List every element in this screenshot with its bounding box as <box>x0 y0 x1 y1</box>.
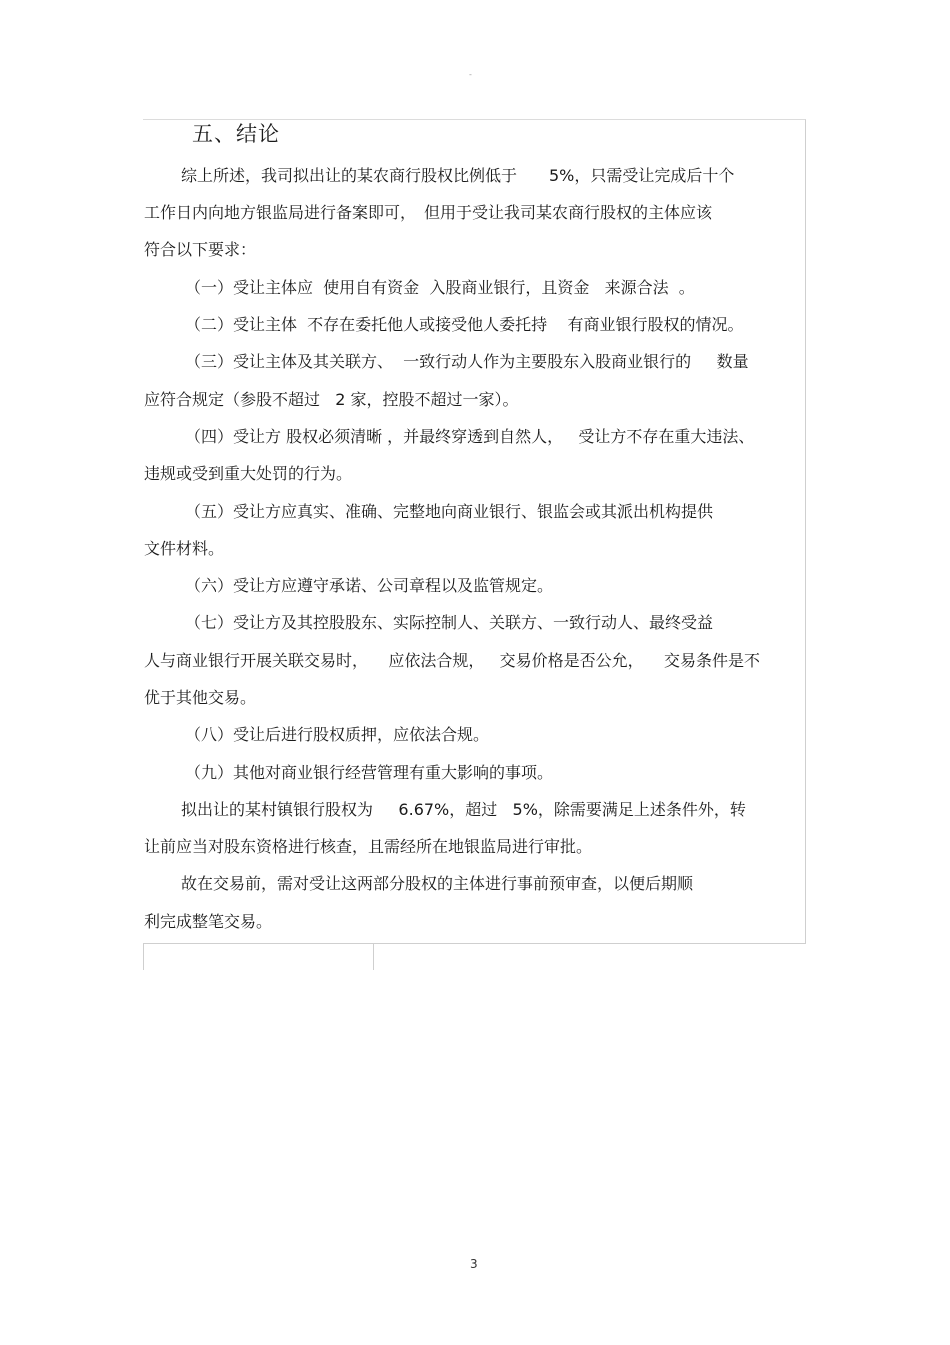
header-mark: - <box>469 70 472 79</box>
paragraph-line: 综上所述，我司拟出让的某农商行股权比例低于 5%，只需受让完成后十个 <box>181 166 735 185</box>
paragraph-line: （七）受让方及其控股股东、实际控制人、关联方、一致行动人、最终受益 <box>185 613 714 632</box>
paragraph-line: （八）受让后进行股权质押，应依法合规。 <box>185 725 490 744</box>
paragraph-line: 拟出让的某村镇银行股权为 6.67%，超过 5%，除需要满足上述条件外，转 <box>181 800 746 819</box>
paragraph-line: 让前应当对股东资格进行核查，且需经所在地银监局进行审批。 <box>144 837 593 856</box>
paragraph-line: （九）其他对商业银行经营管理有重大影响的事项。 <box>185 763 554 782</box>
paragraph-line: （五）受让方应真实、准确、完整地向商业银行、银监会或其派出机构提供 <box>185 502 714 521</box>
paragraph-line: 符合以下要求： <box>144 240 257 259</box>
paragraph-line: （二）受让主体 不存在委托他人或接受他人委托持 有商业银行股权的情况。 <box>185 315 744 334</box>
paragraph-line: 优于其他交易。 <box>144 688 257 707</box>
paragraph-line: 违规或受到重大处罚的行为。 <box>144 464 353 483</box>
page-number: 3 <box>470 1257 478 1271</box>
paragraph-line: （六）受让方应遵守承诺、公司章程以及监管规定。 <box>185 576 554 595</box>
frame-mid-tick <box>373 944 374 970</box>
paragraph-line: （四）受让方 股权必须清晰 ，并最终穿透到自然人， 受让方不存在重大违法、 <box>185 427 755 446</box>
section-title: 五、结论 <box>192 122 280 146</box>
paragraph-line: 工作日内向地方银监局进行备案即可， 但用于受让我司某农商行股权的主体应该 <box>144 203 713 222</box>
paragraph-line: （三）受让主体及其关联方、 一致行动人作为主要股东入股商业银行的 数量 <box>185 352 749 371</box>
paragraph-line: 文件材料。 <box>144 539 225 558</box>
frame-left-tick <box>143 944 144 970</box>
paragraph-line: （一）受让主体应 使用自有资金 入股商业银行，且资金 来源合法 。 <box>185 278 695 297</box>
paragraph-line: 人与商业银行开展关联交易时， 应依法合规， 交易价格是否公允， 交易条件是不 <box>144 651 760 670</box>
paragraph-line: 应符合规定（参股不超过 2 家，控股不超过一家）。 <box>144 390 519 409</box>
paragraph-line: 利完成整笔交易。 <box>144 912 273 931</box>
paragraph-line: 故在交易前，需对受让这两部分股权的主体进行事前预审查，以便后期顺 <box>181 874 694 893</box>
